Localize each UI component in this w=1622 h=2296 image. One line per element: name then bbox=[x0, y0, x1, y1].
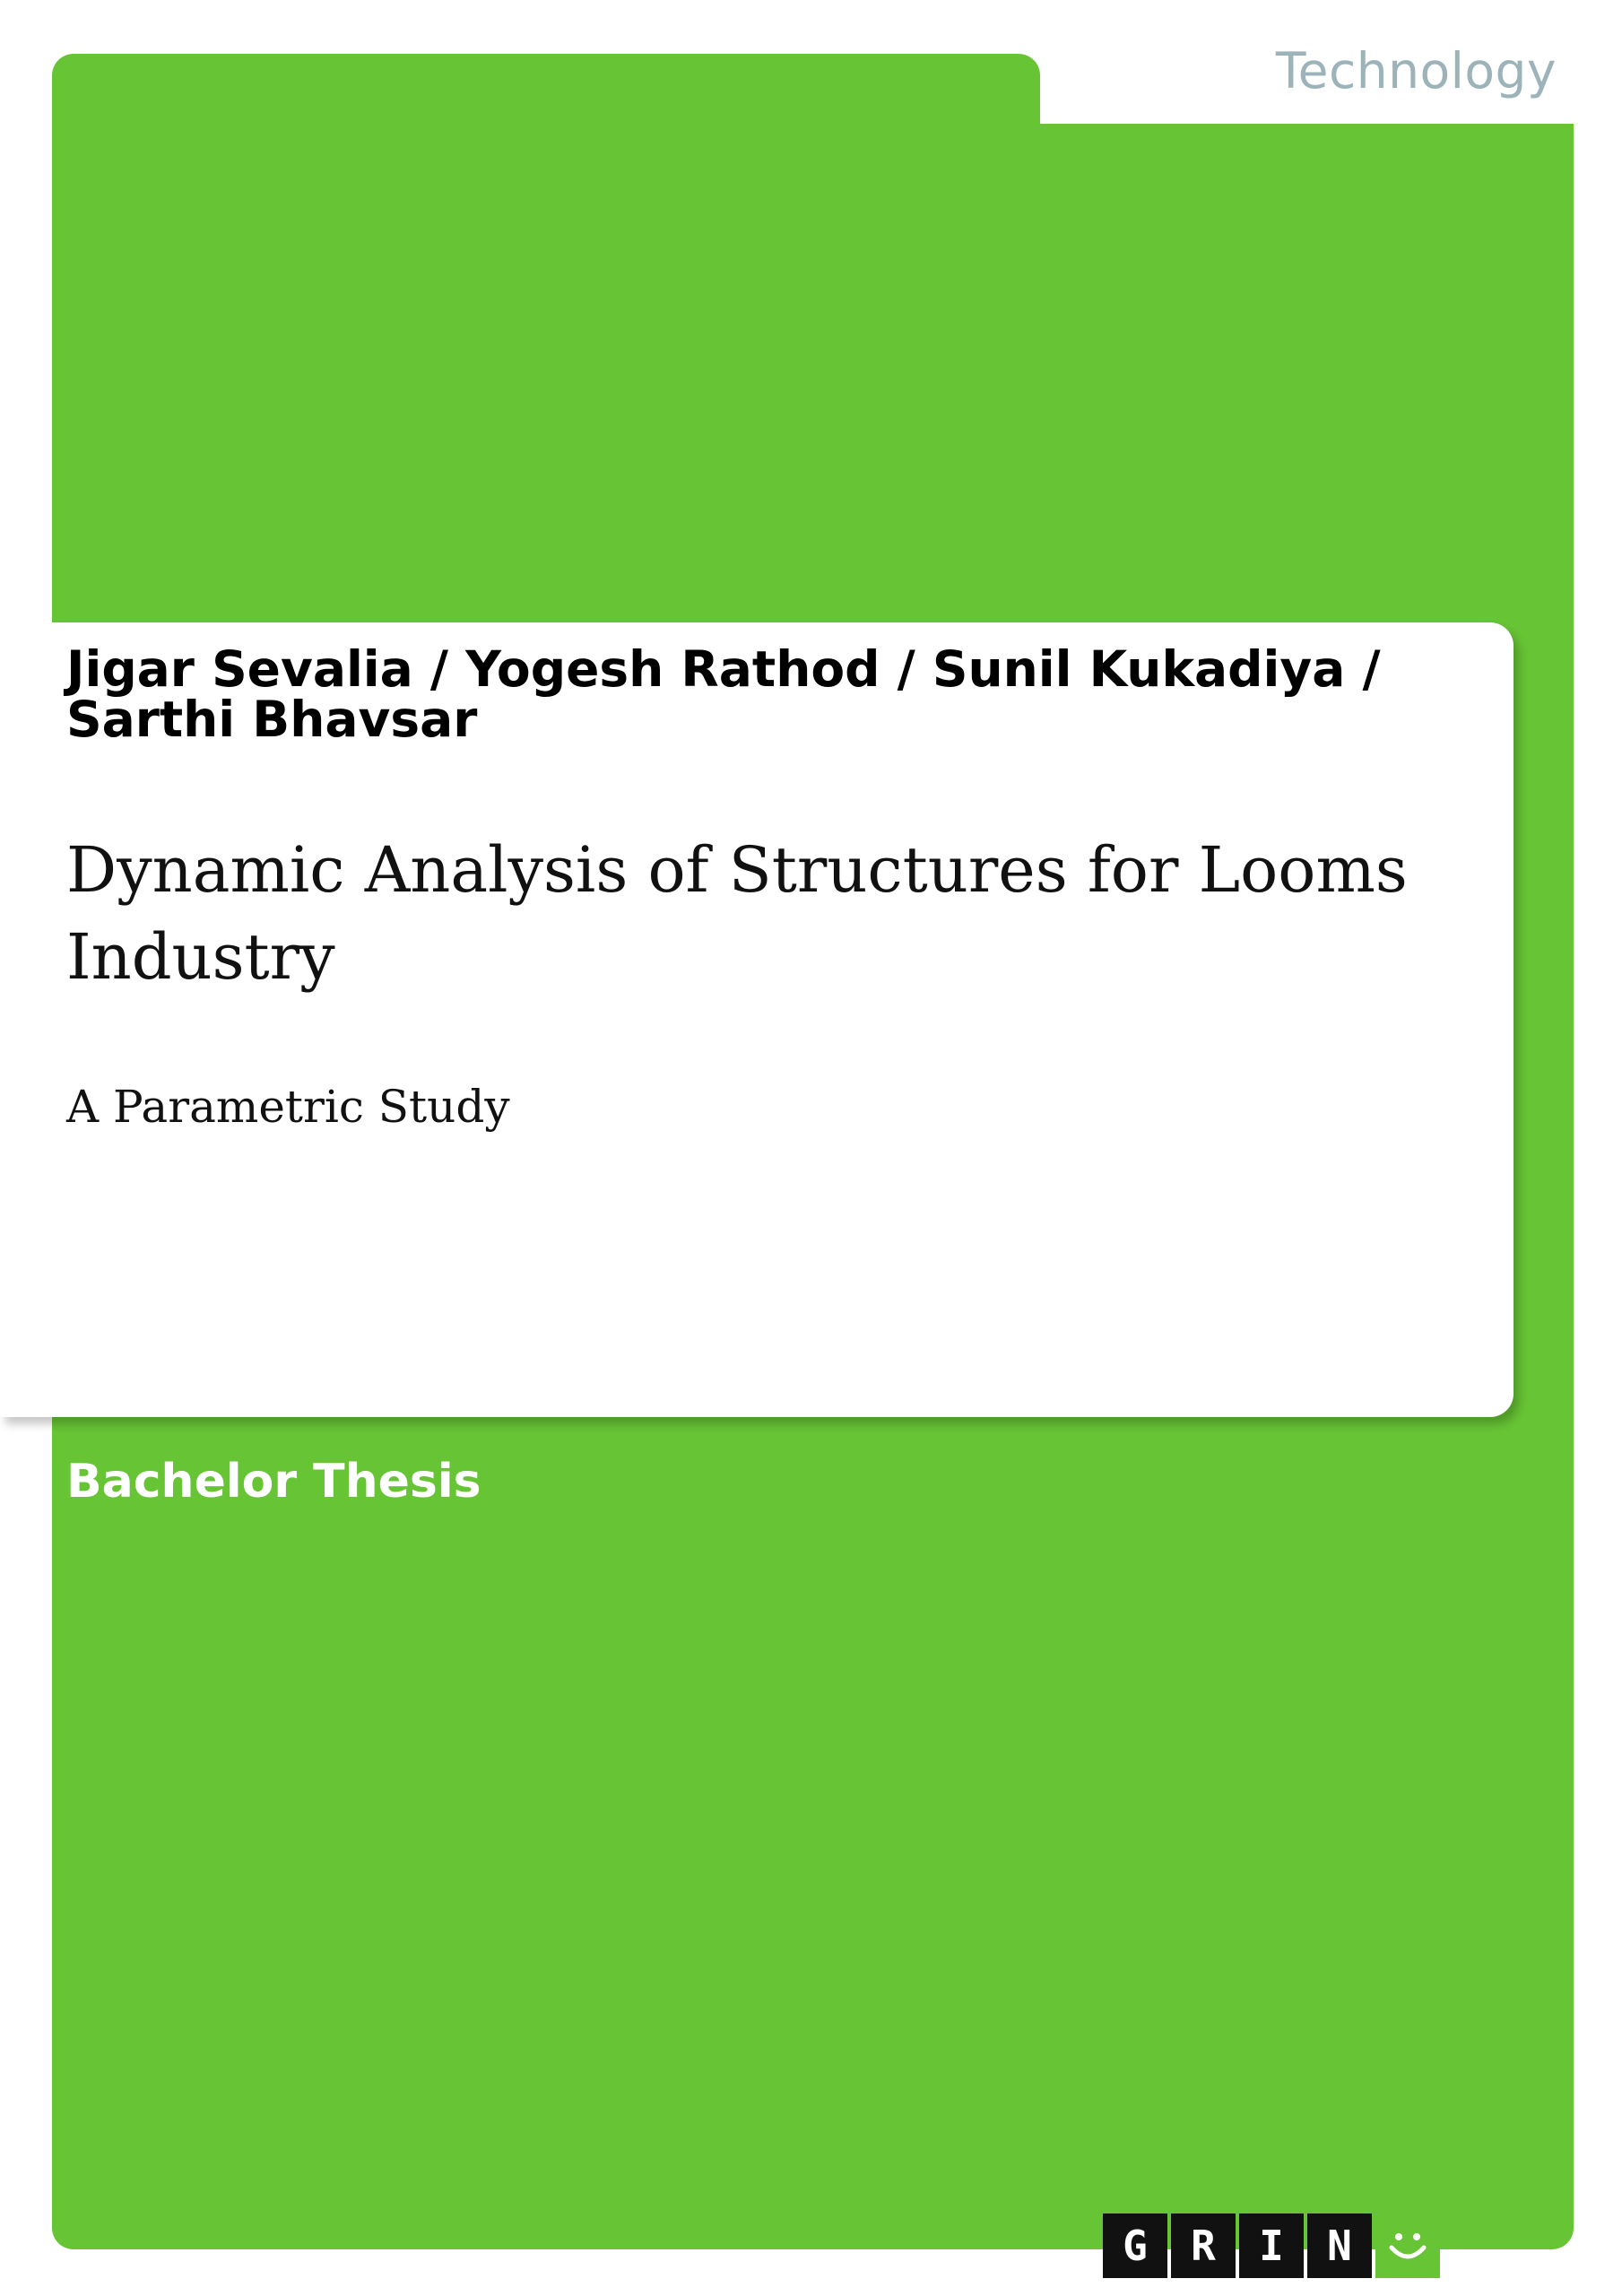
logo-letter-n: N bbox=[1307, 2213, 1372, 2278]
authors: Jigar Sevalia / Yogesh Rathod / Sunil Kukadiya / Sarthi Bhavsar bbox=[66, 640, 1381, 748]
book-subtitle: A Parametric Study bbox=[66, 1081, 510, 1133]
logo-letter-g: G bbox=[1103, 2213, 1167, 2278]
document-type: Bachelor Thesis bbox=[66, 1455, 481, 1509]
category-label: Technology bbox=[1275, 42, 1557, 100]
logo-letter-r: R bbox=[1171, 2213, 1236, 2278]
logo-letter-i: I bbox=[1239, 2213, 1304, 2278]
publisher-logo bbox=[1103, 2213, 1440, 2278]
smiley-icon bbox=[1375, 2213, 1440, 2278]
book-title: Dynamic Analysis of Structures for Looms Industry bbox=[66, 833, 1408, 994]
